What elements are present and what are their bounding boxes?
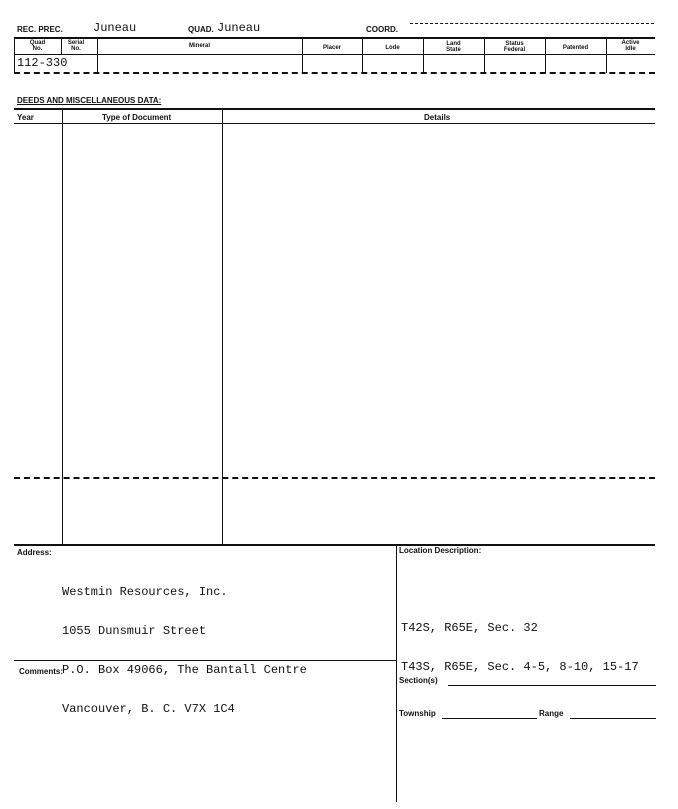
rec-prec-label: REC. PREC. <box>17 25 63 34</box>
address-line: 1055 Dunsmuir Street <box>62 624 207 638</box>
comments-label: Comments: <box>19 667 64 676</box>
col-header-placer: Placer <box>322 45 341 51</box>
address-label: Address: <box>17 548 52 557</box>
col-header-land-state: Land State <box>446 41 461 53</box>
col-header-status-federal: Status Federal <box>503 41 526 53</box>
col-header-lode: Lode <box>385 45 400 51</box>
header-bottom-border <box>14 54 655 55</box>
deeds-header-bottom <box>14 123 655 124</box>
address-line: Westmin Resources, Inc. <box>62 585 228 599</box>
col-header-type: Type of Document <box>102 113 172 122</box>
col-header-active-idle: Active Idle <box>621 40 640 52</box>
rec-prec-value: Juneau <box>93 21 137 35</box>
deeds-mid-dashed <box>14 477 655 479</box>
col-header-quad-no: Quad No. <box>29 40 46 52</box>
col-divider <box>545 37 546 73</box>
location-label: Location Description: <box>399 546 482 555</box>
deeds-bottom-border <box>14 544 655 546</box>
address-line: P.O. Box 49066, The Bantall Centre <box>62 663 307 677</box>
range-label: Range <box>539 709 564 718</box>
location-line: T43S, R65E, Sec. 4-5, 8-10, 15-17 <box>401 660 639 674</box>
address-location-divider <box>396 544 397 802</box>
address-line: Vancouver, B. C. V7X 1C4 <box>62 702 235 716</box>
deeds-title: DEEDS AND MISCELLANEOUS DATA: <box>17 96 162 105</box>
township-label: Township <box>399 709 436 718</box>
table-top-border <box>14 37 655 39</box>
deeds-top-border <box>14 108 655 110</box>
col-header-serial-no: Serial No. <box>67 40 85 52</box>
table-bottom-border <box>14 72 655 74</box>
address-block <box>62 560 307 742</box>
location-line: T42S, R65E, Sec. 32 <box>401 621 538 635</box>
col-divider <box>302 37 303 73</box>
quad-serial-value: 112-330 <box>17 56 68 70</box>
section-field[interactable] <box>448 685 656 686</box>
col-header-year: Year <box>17 113 34 122</box>
coord-line <box>410 23 654 24</box>
col-header-details: Details <box>424 113 451 122</box>
township-field[interactable] <box>442 718 537 719</box>
range-field[interactable] <box>570 718 656 719</box>
col-header-mineral: Mineral <box>188 43 210 49</box>
quad-value: Juneau <box>217 21 261 35</box>
col-divider <box>362 37 363 73</box>
quad-label: QUAD. <box>188 25 214 34</box>
comments-top-border <box>14 660 396 661</box>
col-header-patented: Patented <box>562 45 589 51</box>
section-label: Section(s) <box>399 676 438 685</box>
coord-label: COORD. <box>366 25 398 34</box>
